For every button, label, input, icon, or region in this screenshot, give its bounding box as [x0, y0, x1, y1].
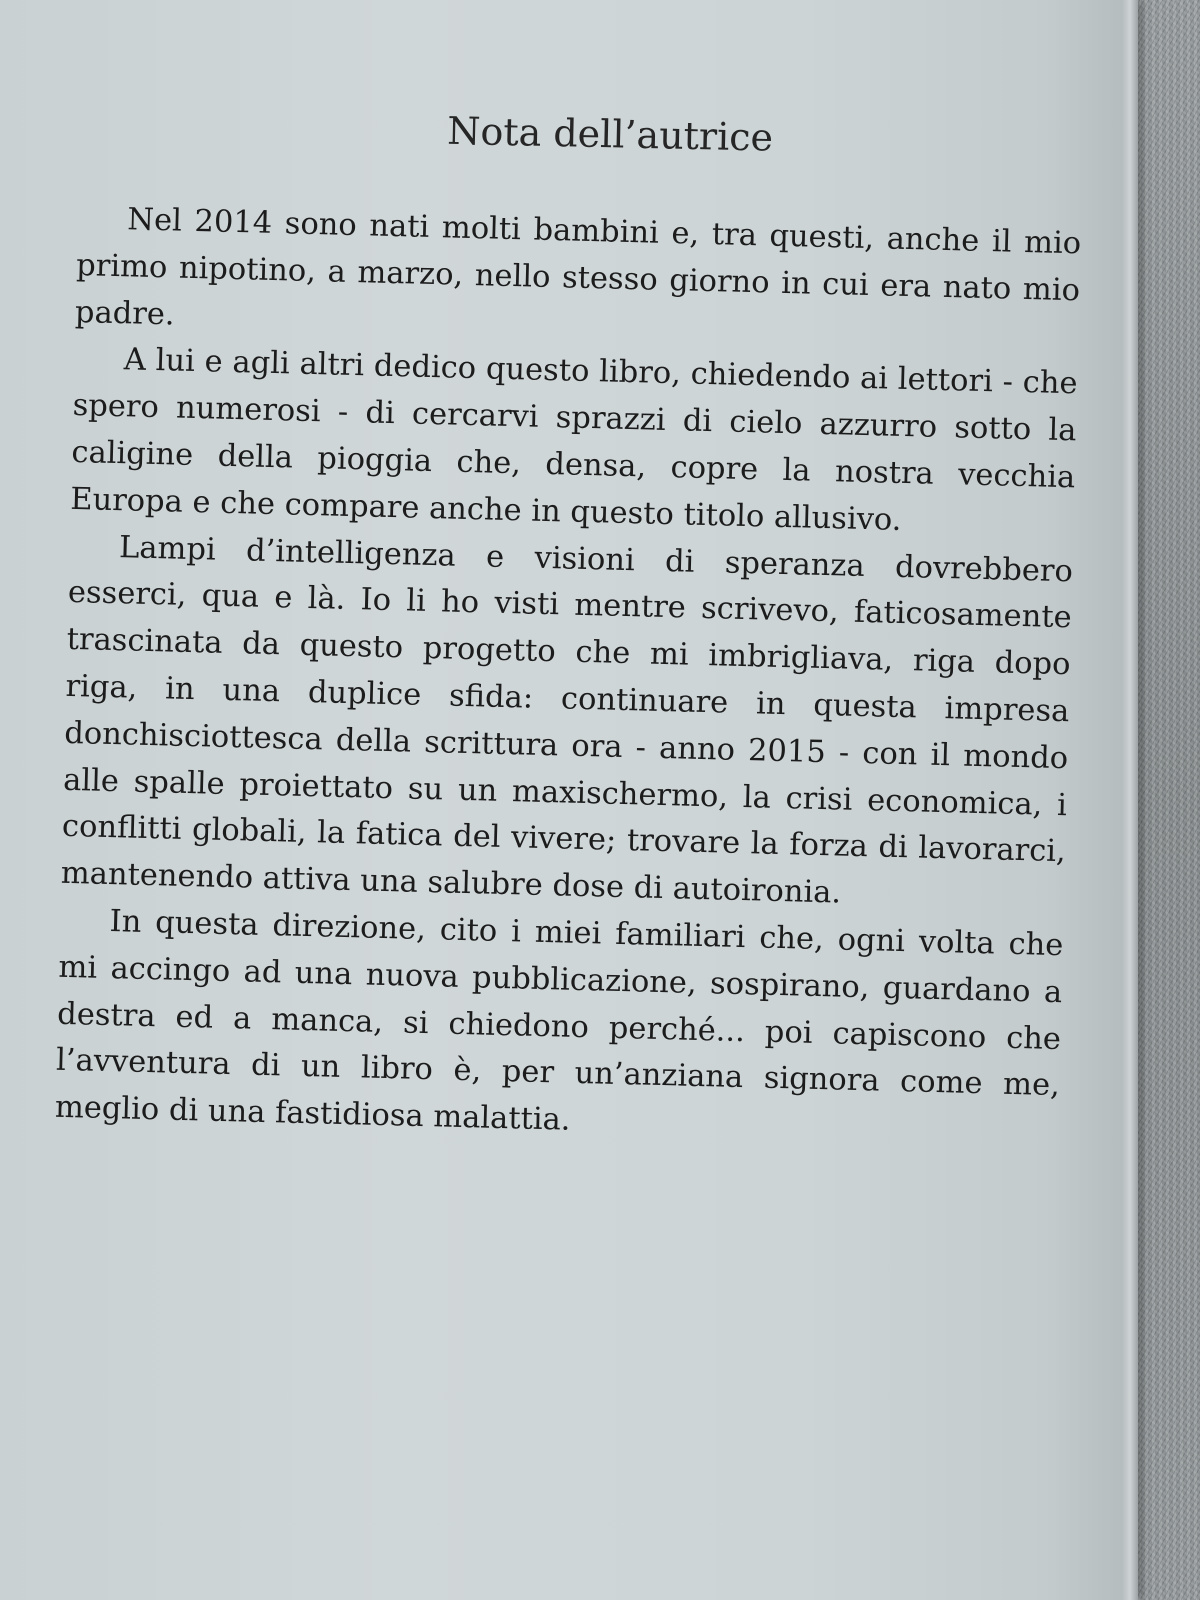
page-edge-shadow	[1122, 0, 1138, 1600]
granite-surface	[1138, 0, 1200, 1600]
body-text	[54, 196, 1081, 1157]
paragraph-4: In questa direzione, cito i miei familiari che, ogni volta che mi accingo ad una nuova pubblicazione, sospirano, guardano a destra ed a manca, si chiedono perché... poi capiscono che l’avventura di un libro è, per un’anziana signora come me, meglio di una fastidiosa malattia.	[54, 903, 1064, 1138]
page-title: Nota dell’autrice	[446, 108, 774, 160]
paragraph-2: A lui e agli altri dedico questo libro, chiedendo ai lettori - che spero numerosi - di cercarvi sprazzi di cielo azzurro sotto la caligine della pioggia che, densa, copre la nostra vecchia Europa e che compare anche in questo titolo allusivo.	[69, 342, 1078, 538]
paragraph-1: Nel 2014 sono nati molti bambini e, tra questi, anche il mio primo nipotino, a marzo, nello stesso giorno in cui era nato mio padre.	[74, 202, 1082, 333]
paragraph-3: Lampi d’intelligenza e visioni di speranza dovrebbero esserci, qua e là. Io li ho visti mentre scrivevo, faticosamente trascinata da questo progetto che mi imbrigliava, riga dopo riga, in una duplice sfida: continuare in questa impresa donchisciottesca della scrittura ora - anno 2015 - con il mondo alle spalle proiettato su un maxischermo, la crisi economica, i conflitti globali, la fatica del vivere; trovare la forza di lavorarci, mantenendo attiva una salubre dose di autoironia.	[60, 529, 1074, 911]
